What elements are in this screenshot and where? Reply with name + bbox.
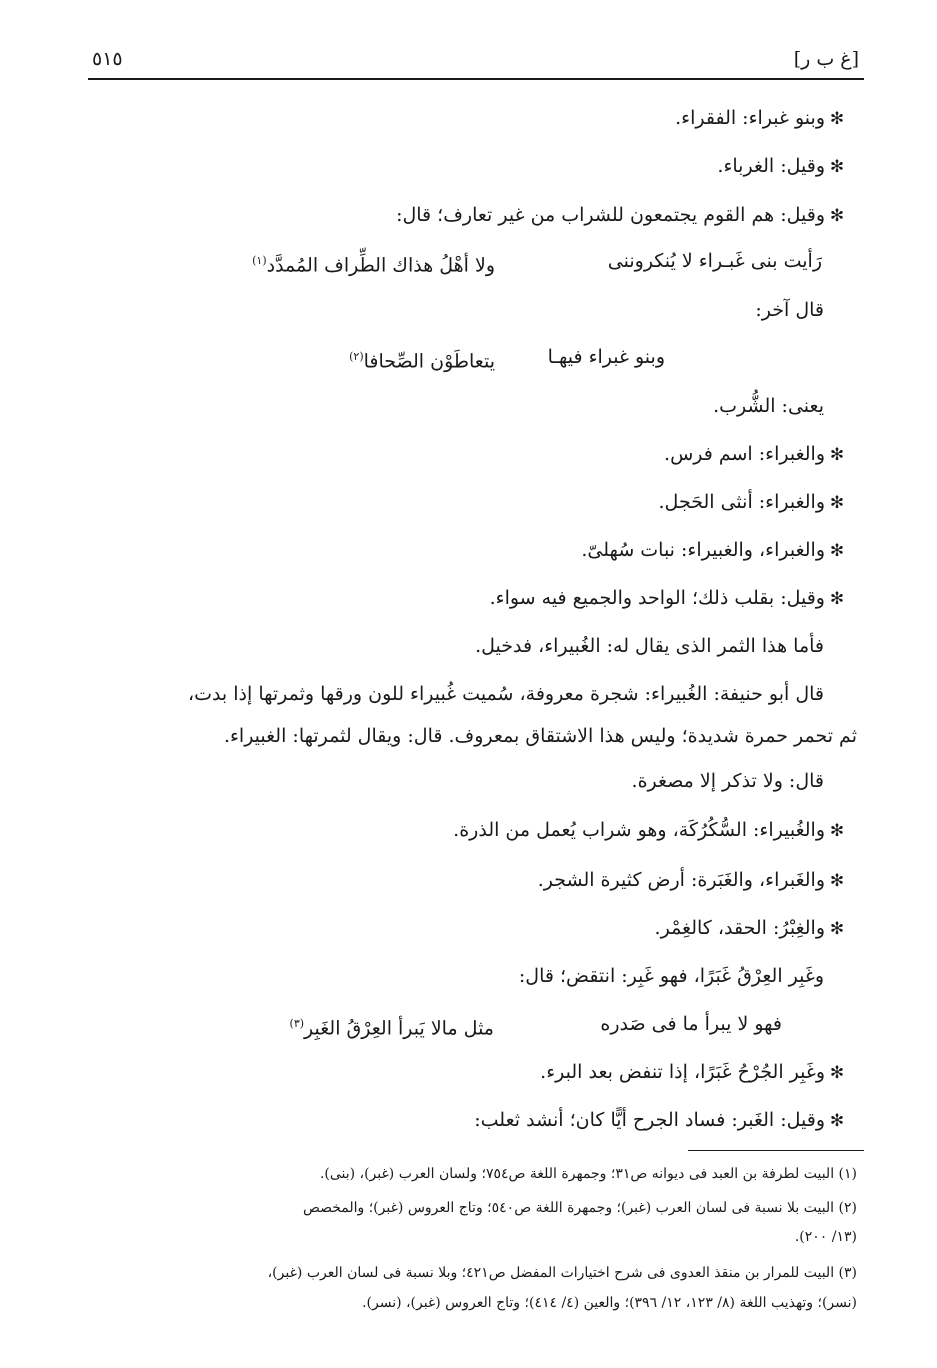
entry-text: وقيل: بقلب ذلك؛ الواحد والجميع فيه سواء. [489, 587, 825, 609]
entry-line [581, 536, 849, 565]
asterisk-bullet-icon: ✻ [829, 445, 845, 465]
entry-line [396, 201, 849, 230]
entry-text: والغبراء: اسم فرس. [664, 443, 825, 465]
entry-text: والغُبيراء: السُّكُرُكَة، وهو شراب يُعمل من الذرة. [453, 819, 825, 841]
body-line: وغَبِر العِرْقُ غَبَرًا، فهو غَبِر: انتقض؛ قال: [518, 965, 824, 987]
asterisk-bullet-icon: ✻ [829, 821, 845, 841]
footnote: (٢) البيت بلا نسبة فى لسان العرب (غبر)؛ وجمهرة اللغة ص٥٤٠؛ وتاج العروس (غبر)؛ والمخصص [302, 1200, 857, 1216]
footnote-continuation: (نسر)؛ وتهذيب اللغة (٨/ ١٢٣، ١٢/ ٣٩٦)؛ والعين (٤/ ٤١٤)؛ وتاج العروس (غبر)، (نسر). [362, 1295, 857, 1311]
entry-text: والغبراء: أنثى الحَجل. [658, 491, 825, 513]
entry-line [453, 816, 849, 845]
asterisk-bullet-icon: ✻ [829, 919, 845, 939]
entry-line [659, 488, 849, 517]
body-line: يعنى: الشُّرب. [713, 395, 824, 417]
asterisk-bullet-icon: ✻ [829, 206, 845, 226]
footnote-separator [688, 1150, 864, 1151]
body-line: ثم تحمر حمرة شديدة؛ وليس هذا الاشتقاق بمعروف. قال: ويقال لثمرتها: الغبيراء. [223, 725, 857, 747]
verse-1-first-hemistich: رَأيت بنى غَبـراء لا يُنكروننى [607, 250, 822, 272]
entry-line [664, 440, 849, 469]
entry-line [717, 152, 849, 181]
body-line: قال: ولا تذكر إلا مصغرة. [631, 770, 824, 792]
entry-text: وقيل: الغرباء. [717, 155, 825, 177]
entry-line [540, 1058, 849, 1087]
footnote-continuation: (١٣/ ٢٠٠). [794, 1229, 857, 1245]
asterisk-bullet-icon: ✻ [829, 157, 845, 177]
body-line: فأما هذا الثمر الذى يقال له: الغُبيراء، فدخيل. [475, 635, 824, 657]
verse-2-second-hemistich [349, 343, 495, 375]
entry-text: والغِبْرُ: الحقد، كالغِمْر. [654, 917, 825, 939]
entry-line [675, 104, 849, 133]
entry-text: وقيل: هم القوم يجتمعون للشراب من غير تعارف؛ قال: [396, 204, 825, 226]
verse-text: يتعاطَوْن الصِّحافا [363, 350, 495, 373]
entry-text: وغَبِر الجُرْحُ غَبَرًا، إذا تنفض بعد البرء. [540, 1061, 825, 1083]
footnote-ref: (٢) [349, 350, 364, 363]
asterisk-bullet-icon: ✻ [829, 1063, 845, 1083]
root-bracket: [غ ب ر] [793, 48, 859, 70]
page-number: ٥١٥ [92, 48, 123, 70]
entry-line [538, 866, 849, 895]
footnote: (١) البيت لطرفة بن العبد فى ديوانه ص٣١؛ وجمهرة اللغة ص٧٥٤؛ ولسان العرب (غبر)، (بنى). [319, 1166, 857, 1182]
asterisk-bullet-icon: ✻ [829, 541, 845, 561]
verse-text: ولا أهْلُ هذاك الطِّراف المُمدَّد [266, 254, 495, 277]
entry-text: والغَبراء، والغَبَرة: أرض كثيرة الشجر. [537, 869, 825, 891]
asterisk-bullet-icon: ✻ [829, 871, 845, 891]
entry-line [490, 584, 849, 613]
verse-3-first-hemistich: فهو لا يبرأ ما فى صَدره [600, 1013, 782, 1035]
footnote-ref: (١) [252, 254, 267, 267]
entry-text: وبنو غبراء: الفقراء. [675, 107, 825, 129]
entry-line [655, 914, 849, 943]
asterisk-bullet-icon: ✻ [829, 1111, 845, 1131]
entry-text: وقيل: الغَبر: فساد الجرح أيًّا كان؛ أنشد ثعلب: [474, 1109, 825, 1131]
body-line: قال آخر: [755, 299, 824, 321]
asterisk-bullet-icon: ✻ [829, 589, 845, 609]
verse-text: مثل مالا يَبرأ العِرْقُ الغَبِر [304, 1017, 494, 1040]
body-line: قال أبو حنيفة: الغُبيراء: شجرة معروفة، سُميت غُبيراء للون ورقها وثمرتها إذا بدت، [187, 683, 824, 705]
verse-1-second-hemistich [252, 247, 495, 279]
footnote-ref: (٣) [289, 1017, 305, 1030]
verse-2-first-hemistich: وبنو غبراء فيهـا [547, 346, 665, 368]
asterisk-bullet-icon: ✻ [829, 493, 845, 513]
entry-text: والغبراء، والغبيراء: نبات سُهلىّ. [581, 539, 825, 561]
asterisk-bullet-icon: ✻ [829, 109, 845, 129]
footnote: (٣) البيت للمرار بن منقذ العدوى فى شرح اختيارات المفضل ص٤٢١؛ وبلا نسبة فى لسان العرب (غبر)، [267, 1265, 857, 1281]
verse-3-second-hemistich [290, 1010, 494, 1042]
header-rule [88, 78, 864, 80]
entry-line [474, 1106, 849, 1135]
